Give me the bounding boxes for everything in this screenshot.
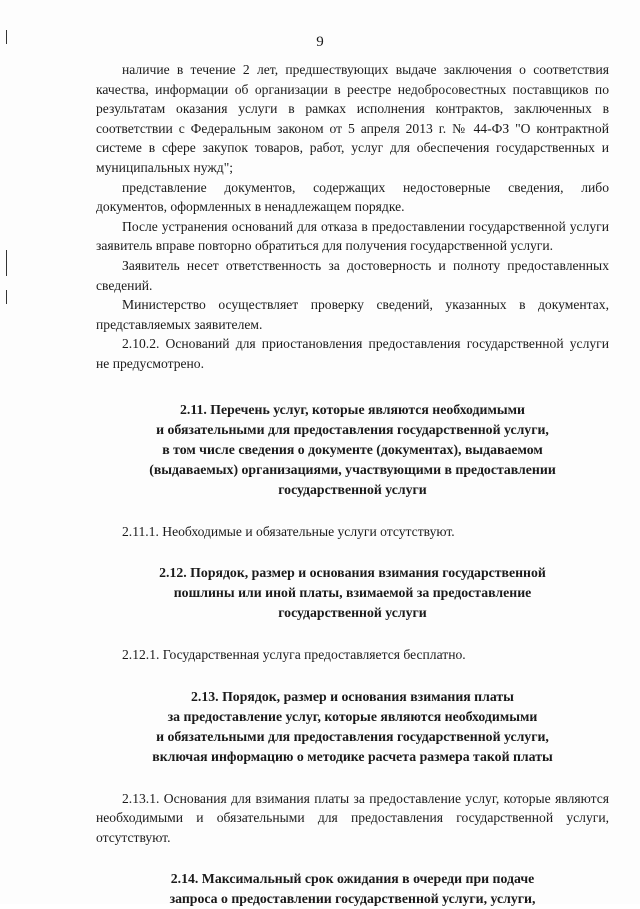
heading-line: и обязательными для предоставления государственной услуги, [156,421,549,437]
paragraph: Заявитель несет ответственность за достоверность и полноту предоставленных сведений. [96,257,609,293]
paragraph: 2.11.1. Необходимые и обязательные услуги отсутствуют. [122,523,455,539]
heading-line: в том числе сведения о документе (документах), выдаваемом [162,441,543,457]
section-heading-2-13 [96,687,609,767]
section-heading-2-12 [96,563,609,623]
heading-line: пошлины или иной платы, взимаемой за предоставление [173,585,532,601]
heading-line: (выдаваемых) организациями, участвующими в предоставлении [149,461,556,477]
paragraph: Министерство осуществляет проверку сведений, указанных в документах, представляемых заявителем. [96,297,609,332]
paragraph: 2.13.1. Основания для взимания платы за предоставление услуг, которые являются необходимыми и обязательными для предоставления государственной услуги, отсутствуют. [96,790,609,845]
heading-line: 2.13. Порядок, размер и основания взимания платы [191,688,514,704]
heading-line: 2.14. Максимальный срок ожидания в очереди при подаче [170,871,535,887]
heading-line: 2.11. Перечень услуг, которые являются необходимыми [180,401,525,417]
heading-line: и обязательными для предоставления государственной услуги, [156,728,549,744]
scan-margin-mark [6,250,7,276]
paragraph: 2.12.1. Государственная услуга предоставляется бесплатно. [122,647,466,663]
page-number: 9 [316,34,324,50]
section-heading-2-14 [96,869,609,909]
heading-line: включая информацию о методике расчета размера такой платы [152,748,553,764]
heading-line: государственной услуги [278,605,427,621]
heading-line: запроса о предоставлении государственной услуги, услуги, [169,891,536,907]
scan-margin-mark [6,290,7,304]
paragraph: наличие в течение 2 лет, предшествующих выдаче заключения о соответствия качества, информации об организации в реестре недобросовестных поставщиков по результатам оказания услуги в рамках исполнения контрактов, заключенных в соответствии с Федеральным законом от 5 апреля 2013 г. № 44-ФЗ "О контрактной системе в сфере закупок товаров, работ, услуг для обеспечения государственных и муниципальных нужд"; [96,62,609,175]
section-heading-2-11 [96,400,609,500]
paragraph: После устранения оснований для отказа в предоставлении государственной услуги заявитель вправе повторно обратиться для получения государственной услуги. [96,218,609,254]
document-body [96,60,609,909]
heading-line: 2.12. Порядок, размер и основания взимания государственной [159,565,546,581]
heading-line: государственной услуги [278,481,427,497]
paragraph: 2.10.2. Оснований для приостановления предоставления государственной услуги не предусмотрено. [96,336,609,371]
heading-line: за предоставление услуг, которые являются необходимыми [167,708,538,724]
paragraph: представление документов, содержащих недостоверные сведения, либо документов, оформленных в ненадлежащем порядке. [96,179,609,215]
